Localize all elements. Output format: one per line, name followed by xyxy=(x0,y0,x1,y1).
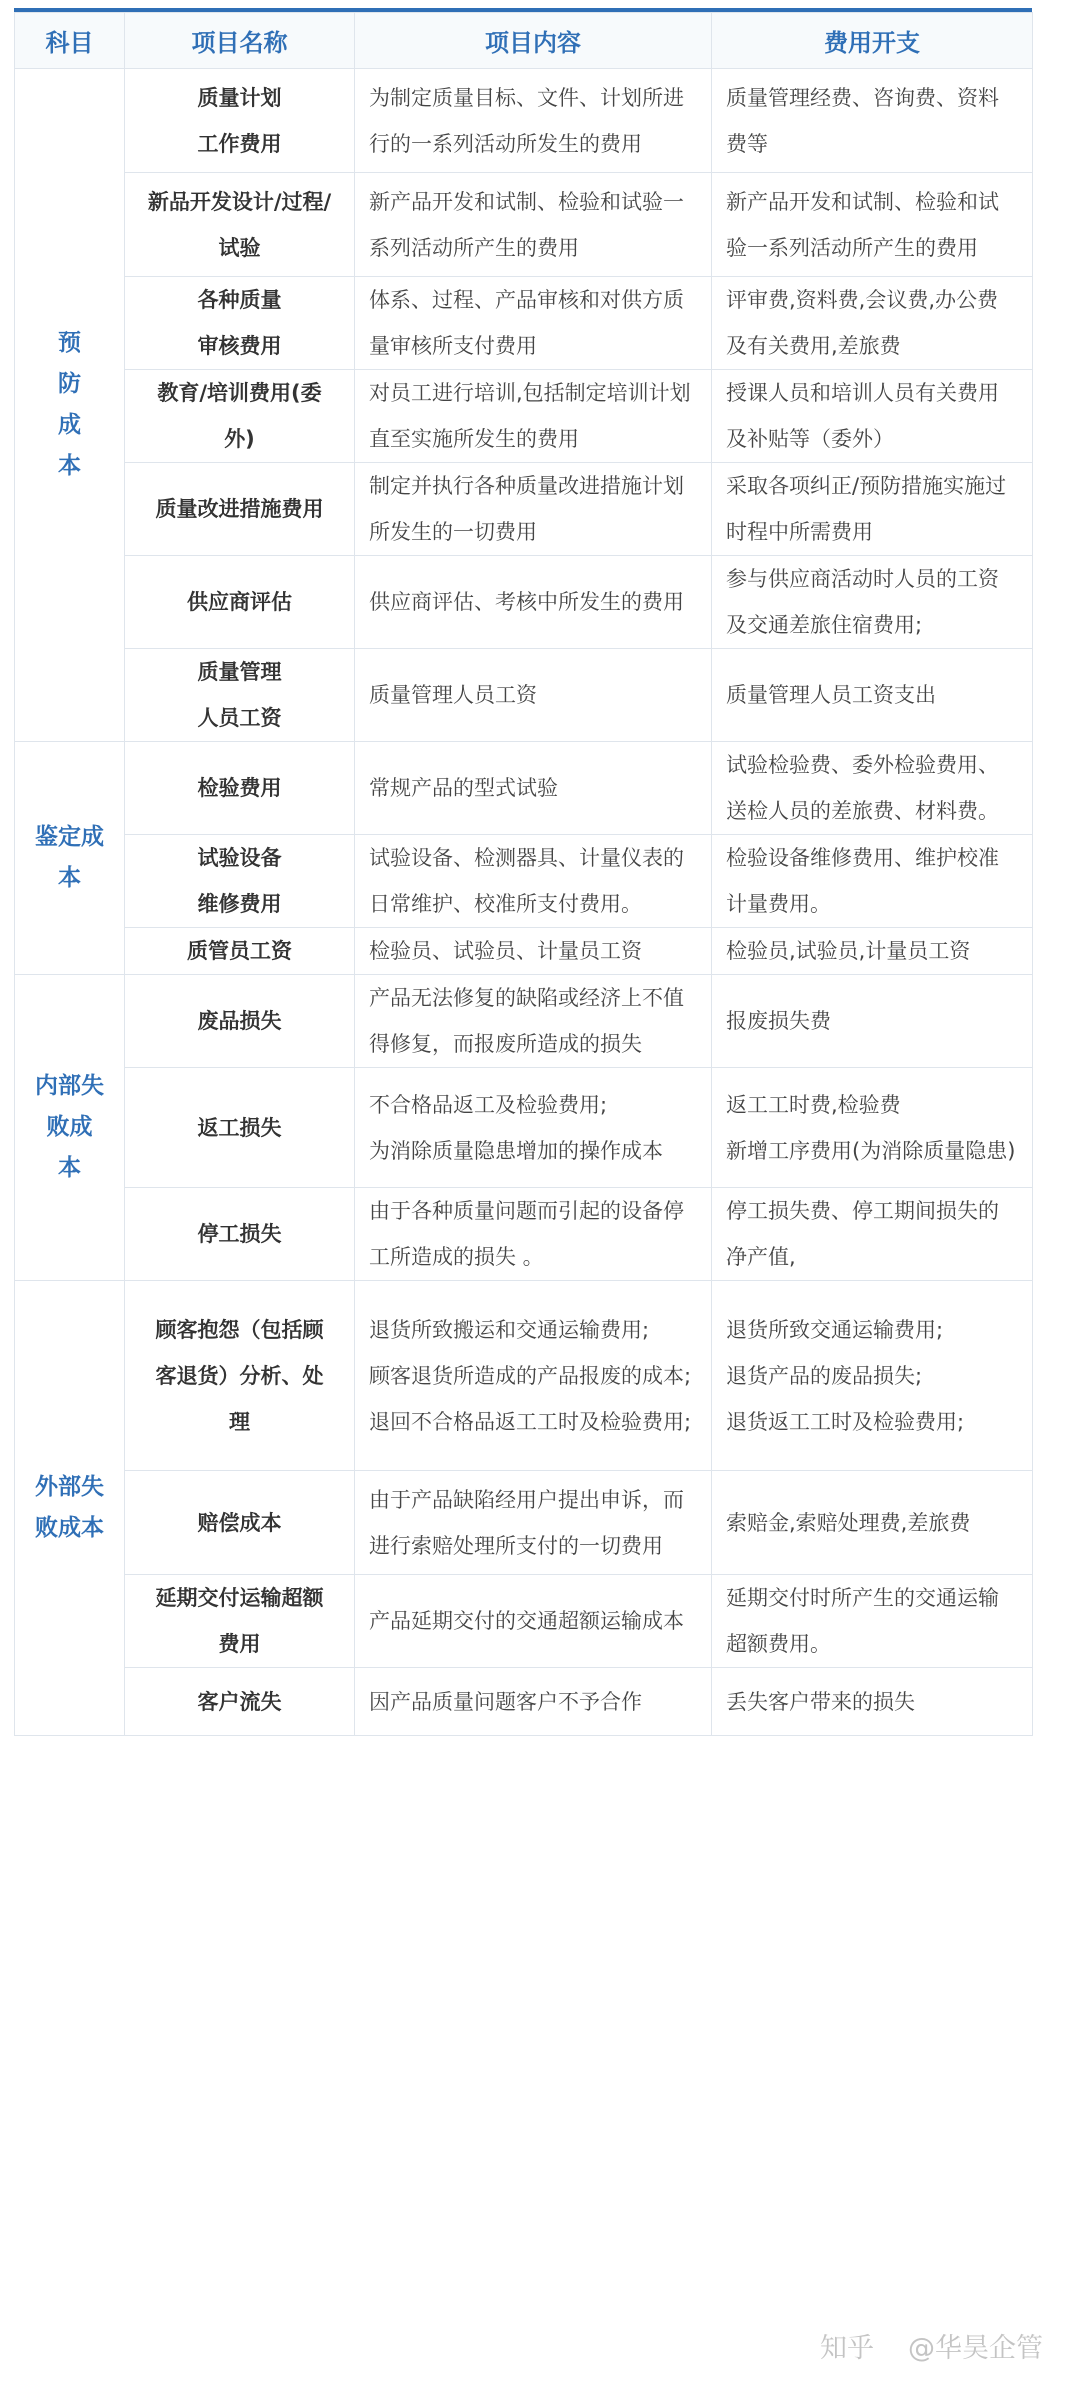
item-expense xyxy=(712,835,1033,928)
item-expense xyxy=(712,1068,1033,1188)
expense-line: 返工工时费,检验费 xyxy=(726,1092,901,1117)
expense-line: 新产品开发和试制、检验和试验一系列活动所产生的费用 xyxy=(726,189,999,260)
item-expense xyxy=(712,463,1033,556)
item-name: 延期交付运输超额 费用 xyxy=(125,1575,355,1668)
item-name: 各种质量 审核费用 xyxy=(125,277,355,370)
expense-line: 新增工序费用(为消除质量隐患) xyxy=(726,1138,1016,1163)
content-line: 供应商评估、考核中所发生的费用 xyxy=(369,590,684,614)
expense-line: 退货产品的废品损失; xyxy=(726,1363,923,1388)
expense-line: 授课人员和培训人员有关费用及补贴等（委外） xyxy=(726,381,999,451)
content-line: 因产品质量问题客户不予合作 xyxy=(369,1689,642,1714)
item-name: 供应商评估 xyxy=(125,556,355,649)
item-content xyxy=(355,1471,712,1575)
item-name: 赔偿成本 xyxy=(125,1471,355,1575)
item-name: 检验费用 xyxy=(125,742,355,835)
expense-line: 参与供应商活动时人员的工资及交通差旅住宿费用; xyxy=(726,567,999,637)
item-expense xyxy=(712,1281,1033,1471)
item-name: 质管员工资 xyxy=(125,928,355,975)
item-content xyxy=(355,277,712,370)
item-content xyxy=(355,1575,712,1668)
item-name: 返工损失 xyxy=(125,1068,355,1188)
zhihu-logo: 知乎 xyxy=(820,2333,874,2364)
item-content xyxy=(355,69,712,173)
table-row xyxy=(15,556,1033,649)
table-row xyxy=(15,173,1033,277)
author-handle: @华昊企管 xyxy=(908,2333,1043,2364)
expense-line: 质量管理经费、咨询费、资料费等 xyxy=(726,85,999,156)
item-name: 质量计划 工作费用 xyxy=(125,69,355,173)
item-name: 新品开发设计/过程/ 试验 xyxy=(125,173,355,277)
header-item-content: 项目内容 xyxy=(355,13,712,69)
item-expense xyxy=(712,1668,1033,1736)
item-name: 顾客抱怨（包括顾 客退货）分析、处 理 xyxy=(125,1281,355,1471)
content-line: 质量管理人员工资 xyxy=(369,683,537,707)
item-content xyxy=(355,975,712,1068)
item-expense xyxy=(712,742,1033,835)
content-line: 退货所致搬运和交通运输费用; xyxy=(369,1317,650,1342)
watermark xyxy=(820,2326,1060,2366)
table-row xyxy=(15,975,1033,1068)
item-expense xyxy=(712,370,1033,463)
content-line: 不合格品返工及检验费用; xyxy=(369,1092,608,1117)
content-line: 产品无法修复的缺陷或经济上不值得修复，而报废所造成的损失 xyxy=(369,986,684,1056)
content-line: 对员工进行培训,包括制定培训计划直至实施所发生的费用 xyxy=(369,381,691,451)
item-name: 质量管理 人员工资 xyxy=(125,649,355,742)
item-content xyxy=(355,1668,712,1736)
table-row xyxy=(15,1188,1033,1281)
content-line: 体系、过程、产品审核和对供方质量审核所支付费用 xyxy=(369,288,684,358)
table-row xyxy=(15,1668,1033,1736)
content-line: 退回不合格品返工工时及检验费用; xyxy=(369,1409,692,1434)
item-name: 试验设备 维修费用 xyxy=(125,835,355,928)
item-content xyxy=(355,370,712,463)
item-expense xyxy=(712,1188,1033,1281)
item-name: 停工损失 xyxy=(125,1188,355,1281)
expense-line: 检验员,试验员,计量员工资 xyxy=(726,939,971,963)
item-name: 质量改进措施费用 xyxy=(125,463,355,556)
table-row xyxy=(15,463,1033,556)
item-content xyxy=(355,1281,712,1471)
header-subject: 科目 xyxy=(15,13,125,69)
table-row xyxy=(15,1471,1033,1575)
item-expense xyxy=(712,277,1033,370)
expense-line: 试验检验费、委外检验费用、送检人员的差旅费、材料费。 xyxy=(726,753,999,823)
expense-line: 检验设备维修费用、维护校准计量费用。 xyxy=(726,846,999,916)
table-row xyxy=(15,277,1033,370)
expense-line: 报废损失费 xyxy=(726,1009,831,1033)
item-content xyxy=(355,1068,712,1188)
quality-cost-table xyxy=(14,12,1033,1736)
header-expense: 费用开支 xyxy=(712,13,1033,69)
table-row xyxy=(15,742,1033,835)
item-content xyxy=(355,835,712,928)
content-line: 为制定质量目标、文件、计划所进行的一系列活动所发生的费用 xyxy=(369,85,684,156)
item-content xyxy=(355,556,712,649)
table-row xyxy=(15,1068,1033,1188)
content-line: 由于各种质量问题而引起的设备停工所造成的损失 。 xyxy=(369,1199,684,1269)
item-content xyxy=(355,928,712,975)
item-content xyxy=(355,742,712,835)
expense-line: 延期交付时所产生的交通运输超额费用。 xyxy=(726,1586,999,1656)
item-content xyxy=(355,649,712,742)
item-expense xyxy=(712,1575,1033,1668)
item-expense xyxy=(712,928,1033,975)
content-line: 由于产品缺陷经用户提出申诉，而进行索赔处理所支付的一切费用 xyxy=(369,1487,684,1558)
header-row xyxy=(15,13,1033,69)
content-line: 检验员、试验员、计量员工资 xyxy=(369,939,642,963)
table-row xyxy=(15,69,1033,173)
expense-line: 退货返工工时及检验费用; xyxy=(726,1409,965,1434)
expense-line: 停工损失费、停工期间损失的净产值, xyxy=(726,1199,999,1269)
item-name: 教育/培训费用(委 外) xyxy=(125,370,355,463)
item-expense xyxy=(712,173,1033,277)
category-label: 预 防 成 本 xyxy=(15,69,125,742)
content-line: 顾客退货所造成的产品报废的成本; xyxy=(369,1363,692,1388)
table-row xyxy=(15,649,1033,742)
category-label: 鉴定成 本 xyxy=(15,742,125,975)
header-item-name: 项目名称 xyxy=(125,13,355,69)
item-expense xyxy=(712,1471,1033,1575)
table-row xyxy=(15,370,1033,463)
content-line: 产品延期交付的交通超额运输成本 xyxy=(369,1609,684,1633)
item-name: 客户流失 xyxy=(125,1668,355,1736)
content-line: 试验设备、检测器具、计量仪表的日常维护、校准所支付费用。 xyxy=(369,846,684,916)
expense-line: 评审费,资料费,会议费,办公费及有关费用,差旅费 xyxy=(726,288,999,358)
item-expense xyxy=(712,975,1033,1068)
expense-line: 丢失客户带来的损失 xyxy=(726,1689,915,1714)
item-name: 废品损失 xyxy=(125,975,355,1068)
content-line: 新产品开发和试制、检验和试验一系列活动所产生的费用 xyxy=(369,189,684,260)
content-line: 常规产品的型式试验 xyxy=(369,776,558,800)
item-expense xyxy=(712,649,1033,742)
category-label: 内部失 败成 本 xyxy=(15,975,125,1281)
table-row xyxy=(15,835,1033,928)
table-row xyxy=(15,1575,1033,1668)
expense-line: 采取各项纠正/预防措施实施过时程中所需费用 xyxy=(726,474,1007,544)
expense-line: 索赔金,索赔处理费,差旅费 xyxy=(726,1510,971,1535)
table-row xyxy=(15,928,1033,975)
expense-line: 质量管理人员工资支出 xyxy=(726,683,936,707)
content-line: 制定并执行各种质量改进措施计划所发生的一切费用 xyxy=(369,474,684,544)
category-label: 外部失 败成本 xyxy=(15,1281,125,1736)
item-expense xyxy=(712,69,1033,173)
expense-line: 退货所致交通运输费用; xyxy=(726,1317,944,1342)
table-row xyxy=(15,1281,1033,1471)
item-content xyxy=(355,463,712,556)
item-expense xyxy=(712,556,1033,649)
content-line: 为消除质量隐患增加的操作成本 xyxy=(369,1138,663,1163)
item-content xyxy=(355,1188,712,1281)
item-content xyxy=(355,173,712,277)
